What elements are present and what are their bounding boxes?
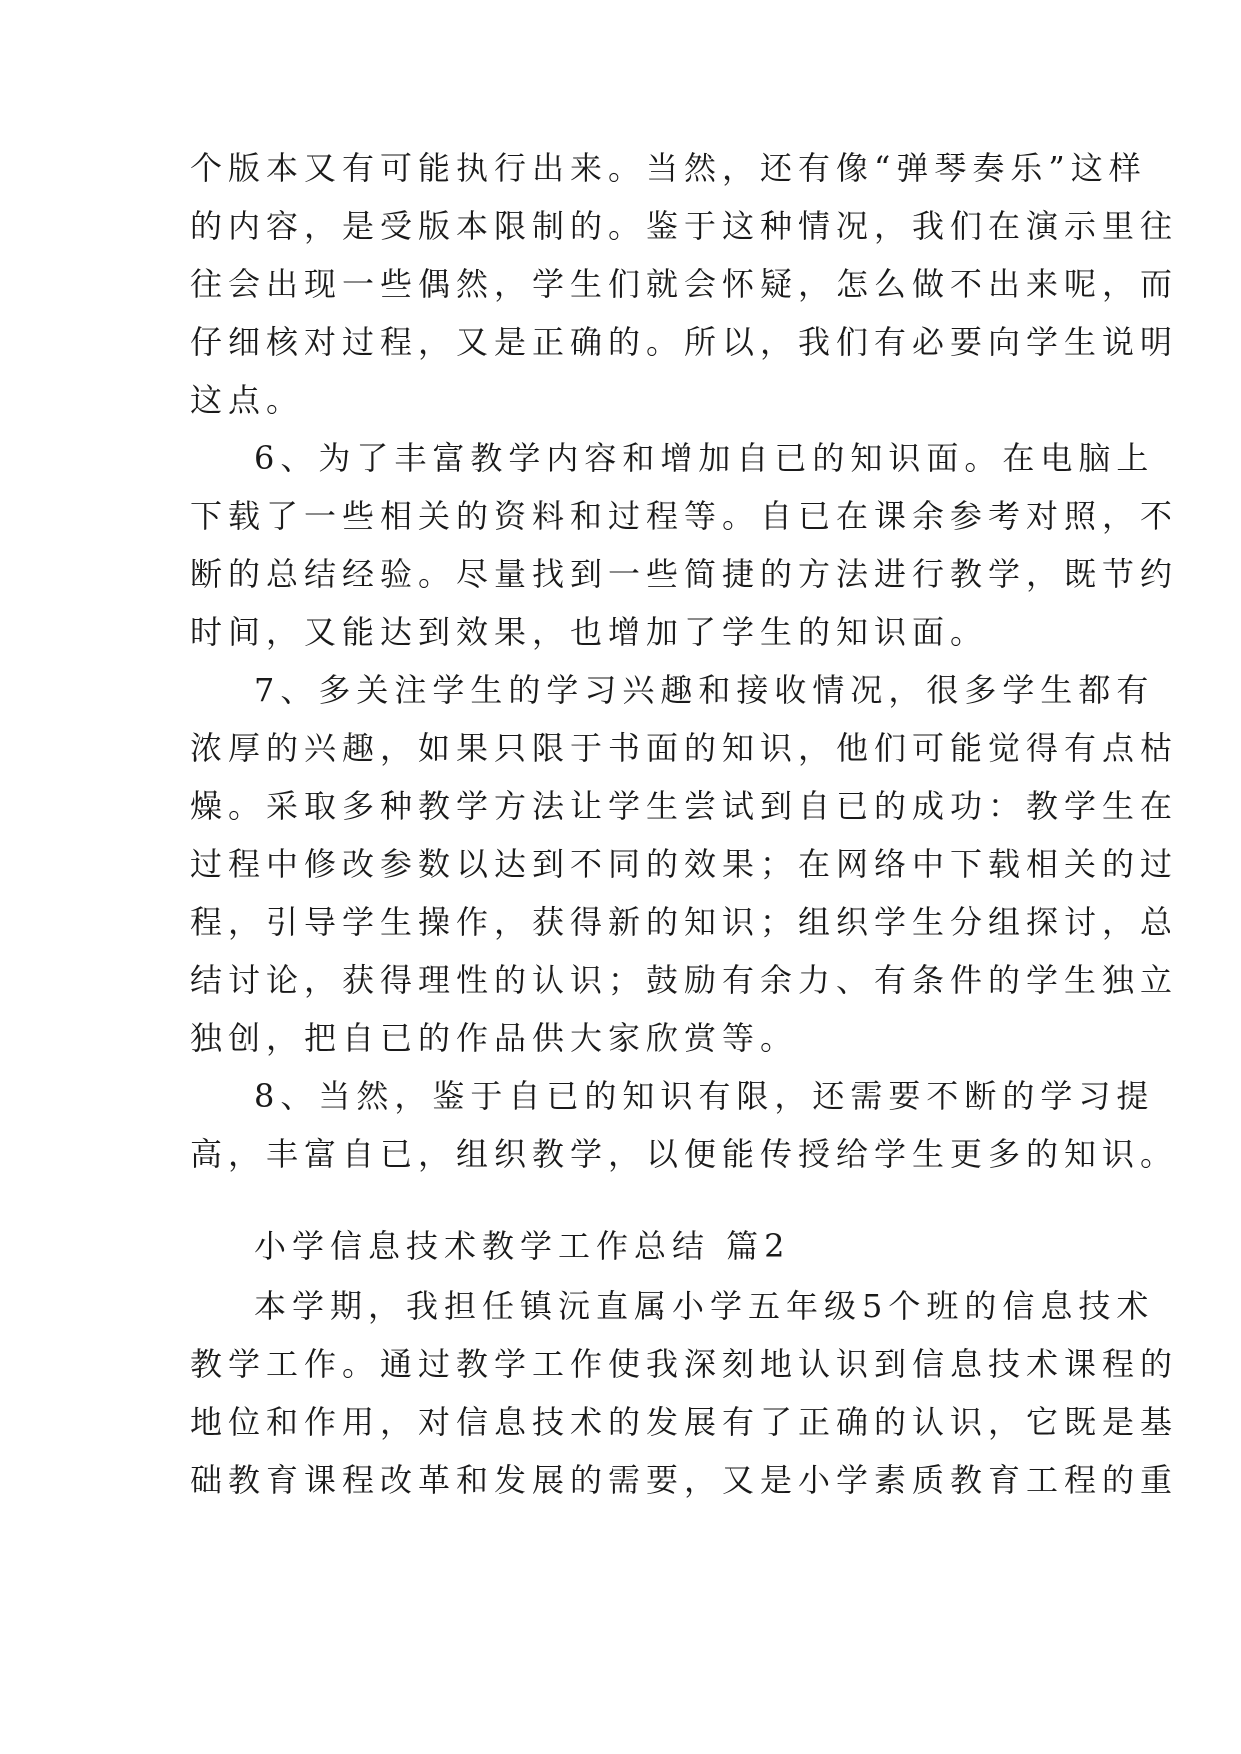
text-line: 高，丰富自已，组织教学，以便能传授给学生更多的知识。 — [190, 1135, 1179, 1173]
text-line: 结讨论，获得理性的认识；鼓励有余力、有条件的学生独立 — [190, 961, 1179, 999]
text-line: 往会出现一些偶然，学生们就会怀疑，怎么做不出来呢，而 — [190, 265, 1179, 303]
text-line: 下载了一些相关的资料和过程等。自已在课余参考对照，不 — [190, 497, 1179, 535]
text-line: 程，引导学生操作，获得新的知识；组织学生分组探讨，总 — [190, 903, 1179, 941]
paragraph-intro-start: 本学期，我担任镇沅直属小学五年级5个班的信息技术 — [254, 1287, 1155, 1325]
text-line: 浓厚的兴趣，如果只限于书面的知识，他们可能觉得有点枯 — [190, 729, 1179, 767]
text-line: 燥。采取多种教学方法让学生尝试到自已的成功：教学生在 — [190, 787, 1179, 825]
paragraph-8-start: 8、当然，鉴于自已的知识有限，还需要不断的学习提 — [254, 1077, 1155, 1115]
text-line: 时间，又能达到效果，也增加了学生的知识面。 — [190, 613, 989, 651]
text-line: 的内容，是受版本限制的。鉴于这种情况，我们在演示里往 — [190, 207, 1179, 245]
text-line: 断的总结经验。尽量找到一些简捷的方法进行教学，既节约 — [190, 555, 1179, 593]
text-line: 这点。 — [190, 381, 305, 419]
text-line: 地位和作用，对信息技术的发展有了正确的认识，它既是基 — [190, 1403, 1179, 1441]
text-line: 础教育课程改革和发展的需要，又是小学素质教育工程的重 — [190, 1461, 1179, 1499]
text-line: 独创，把自已的作品供大家欣赏等。 — [190, 1019, 799, 1057]
section-heading: 小学信息技术教学工作总结 篇2 — [254, 1227, 791, 1265]
text-line: 仔细核对过程，又是正确的。所以，我们有必要向学生说明 — [190, 323, 1179, 361]
text-line: 个版本又有可能执行出来。当然，还有像“弹琴奏乐”这样 — [190, 149, 1147, 187]
paragraph-7-start: 7、多关注学生的学习兴趣和接收情况，很多学生都有 — [254, 671, 1155, 709]
text-line: 过程中修改参数以达到不同的效果；在网络中下载相关的过 — [190, 845, 1179, 883]
text-line: 教学工作。通过教学工作使我深刻地认识到信息技术课程的 — [190, 1345, 1179, 1383]
paragraph-6-start: 6、为了丰富教学内容和增加自已的知识面。在电脑上 — [254, 439, 1155, 477]
